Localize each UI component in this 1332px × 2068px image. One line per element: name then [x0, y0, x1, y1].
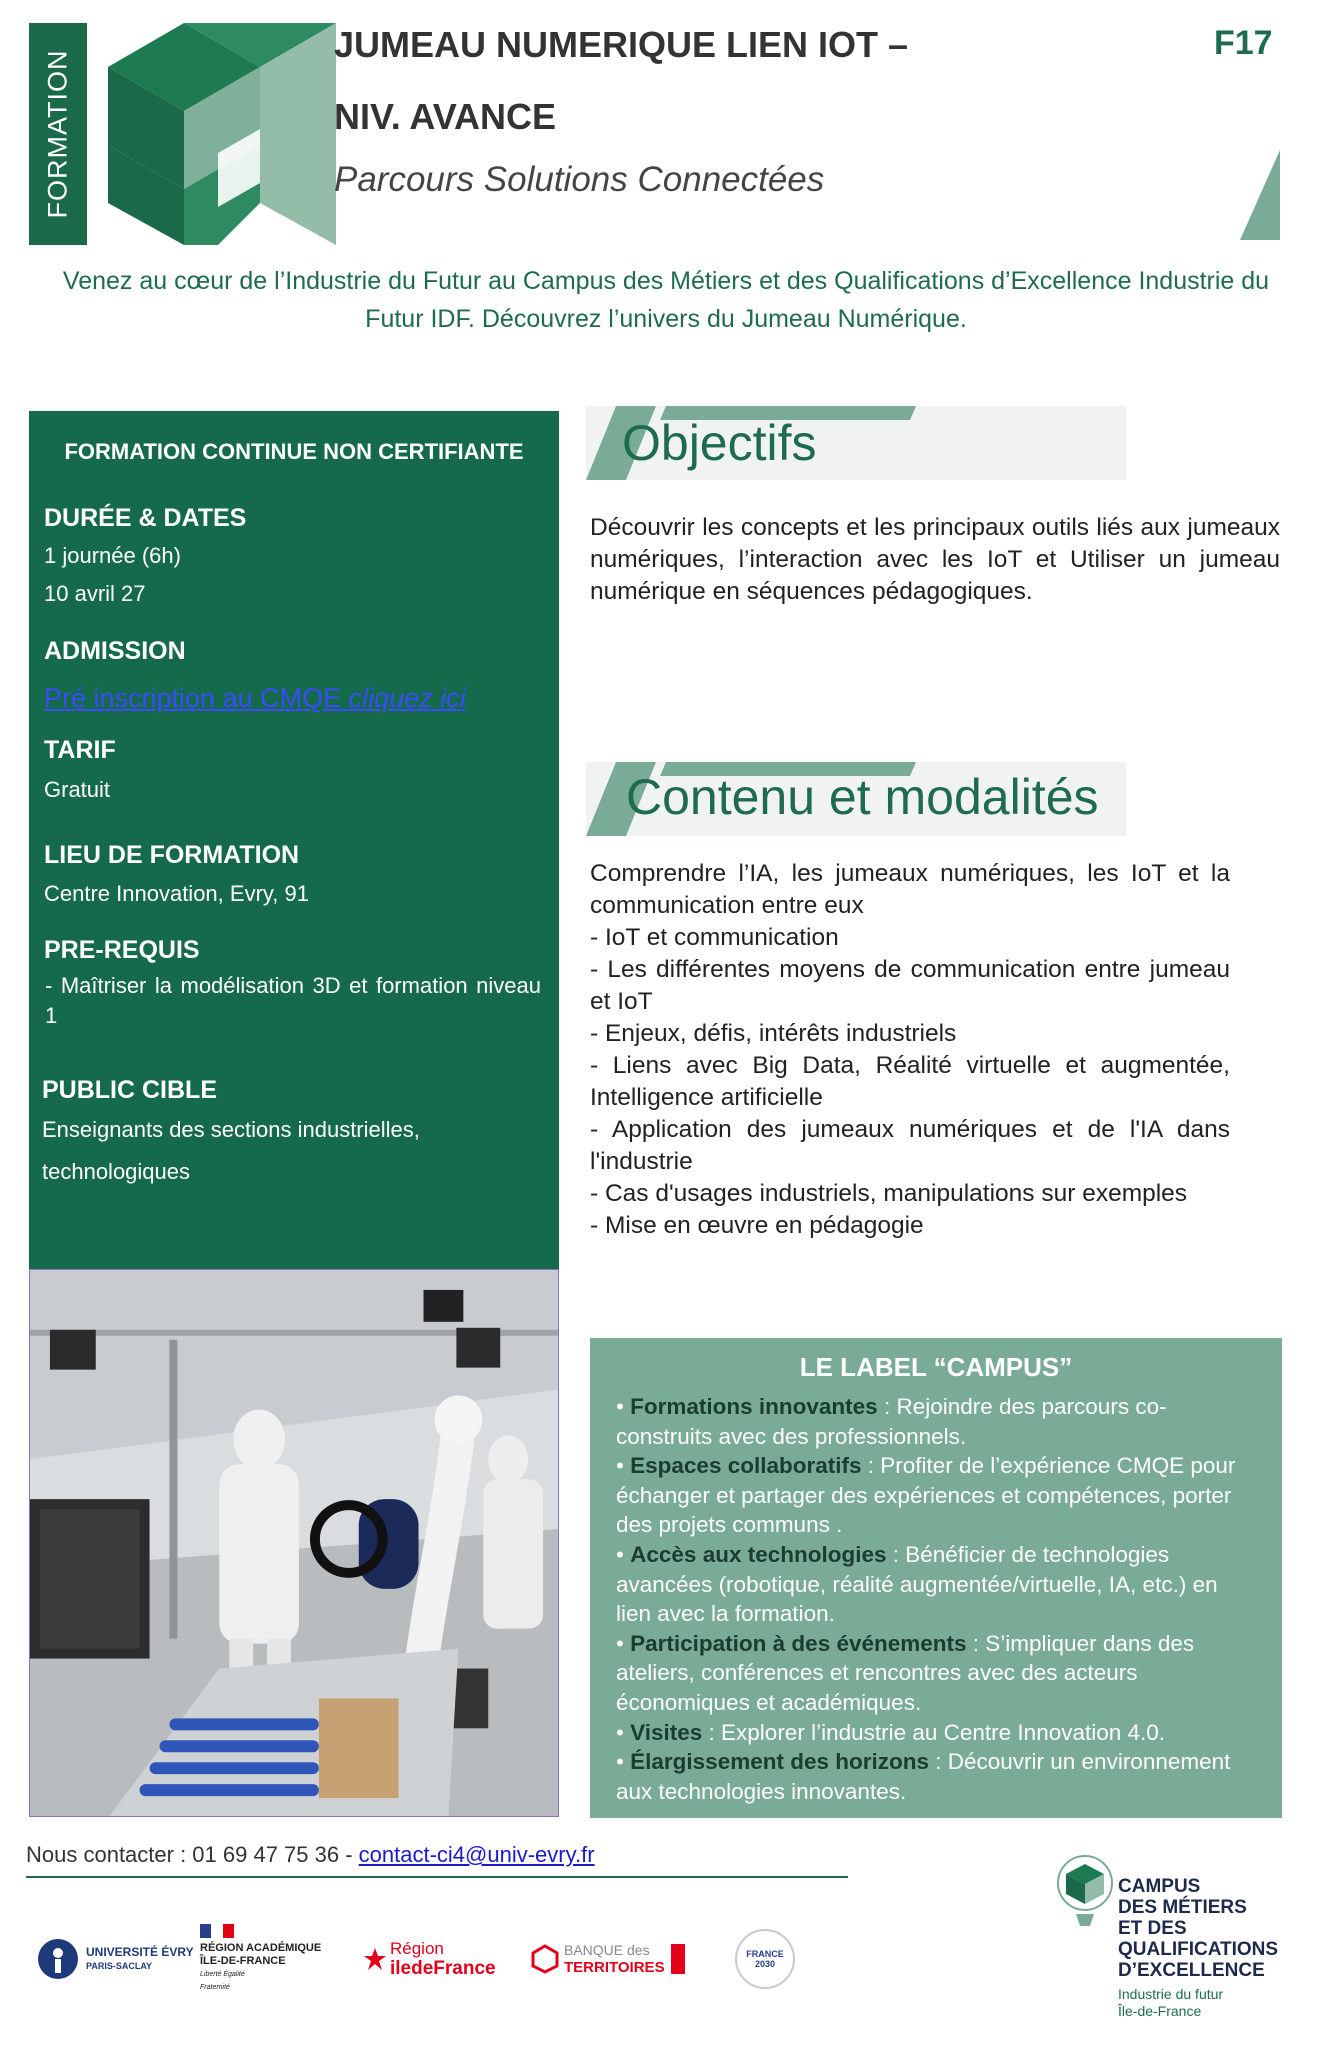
campus-subtitle — [1118, 1986, 1223, 2020]
partner-region-idf — [364, 1924, 496, 1994]
label-item: • Participation à des événements : S’impliquer dans des ateliers, conférences et rencontres avec des acteurs économiques et académiques. — [616, 1630, 1195, 1715]
lieu-heading: LIEU DE FORMATION — [44, 841, 300, 869]
contenu-item: - Application des jumeaux numériques et de l'IA dans l'industrie — [590, 1116, 1230, 1175]
campus-line: QUALIFICATIONS — [1118, 1939, 1279, 1960]
digital-twin-illustration — [29, 1269, 559, 1817]
campus-name — [1118, 1876, 1278, 1981]
label-item: • Visites : Explorer l’industrie au Centre Innovation 4.0. — [616, 1719, 1166, 1745]
partner-france-2030 — [735, 1924, 795, 1994]
tarif-heading: TARIF — [44, 736, 116, 764]
partner-univ-evry — [36, 1924, 194, 1994]
prereq-text: - Maîtriser la modélisation 3D et formation niveau 1 — [45, 973, 541, 1028]
public-text: Enseignants des sections industrielles, technologiques — [42, 1117, 420, 1184]
contact-email-link[interactable]: contact-ci4@univ-evry.fr — [358, 1842, 595, 1867]
contenu-item: Comprendre l’IA, les jumeaux numériques, les IoT et la communication entre eux — [590, 860, 1230, 919]
lieu-text: Centre Innovation, Evry, 91 — [44, 881, 309, 906]
contact-line — [26, 1842, 595, 1868]
academie-motto: Liberté Égalité Fraternité — [200, 1971, 245, 1991]
panel-heading: FORMATION CONTINUE NON CERTIFIANTE — [64, 439, 524, 464]
admission-link-wrap — [44, 683, 466, 714]
intro-text: Venez au cœur de l’Industrie du Futur au Campus des Métiers et des Qualifications d’Excellence Industrie du Futur IDF. Découvrez l’univers du Jumeau Numérique. — [62, 267, 1270, 333]
prereq-heading: PRE-REQUIS — [44, 936, 200, 964]
footer-divider — [26, 1876, 848, 1878]
campus-small-logo-icon — [1056, 1854, 1114, 1926]
region-label: Région — [390, 1939, 444, 1958]
title-line-2: NIV. AVANCE — [334, 96, 557, 137]
contenu-item: - Mise en œuvre en pédagogie — [590, 1212, 924, 1239]
campus-line: D’EXCELLENCE — [1118, 1960, 1265, 1981]
banque-line2: TERRITOIRES — [564, 1959, 665, 1976]
title-line-1: JUMEAU NUMERIQUE LIEN IOT – — [334, 24, 909, 65]
formation-band — [29, 23, 87, 245]
label-campus-box — [590, 1338, 1282, 1818]
french-flag-icon — [200, 1924, 234, 1938]
label-item: • Élargissement des horizons : Découvrir un environnement aux technologies innovantes. — [616, 1749, 1231, 1804]
partner-banque-territoires — [530, 1924, 685, 1994]
contact-phone: Nous contacter : 01 69 47 75 36 - — [26, 1842, 359, 1867]
info-panel — [29, 411, 559, 1269]
contenu-item: - Liens avec Big Data, Réalité virtuelle et augmentée, Intelligence artificielle — [590, 1052, 1230, 1111]
star-icon — [364, 1948, 386, 1970]
subtitle: Parcours Solutions Connectées — [334, 160, 825, 199]
contenu-item: - Cas d'usages industriels, manipulations sur exemples — [590, 1180, 1188, 1207]
label-title: LE LABEL “CAMPUS” — [799, 1352, 1073, 1382]
univ-evry-sub: PARIS-SACLAY — [86, 1961, 153, 1971]
formation-label: FORMATION — [42, 49, 73, 219]
label-list — [616, 1392, 1256, 1806]
banque-line1: BANQUE des — [564, 1942, 650, 1958]
contenu-item: - Les différentes moyens de communication entre jumeau et IoT — [590, 956, 1230, 1015]
campus-sub-line: Île-de-France — [1118, 2003, 1202, 2019]
france-2030-badge: FRANCE 2030 — [735, 1929, 795, 1989]
banque-red-bar — [671, 1944, 685, 1974]
campus-line: DES MÉTIERS — [1118, 1897, 1247, 1918]
objectifs-title: Objectifs — [622, 415, 817, 471]
contenu-list — [590, 858, 1230, 1242]
contenu-item: - IoT et communication — [590, 924, 839, 951]
objectifs-text: Découvrir les concepts et les principaux outils liés aux jumeaux numériques, l’interaction avec les IoT et Utiliser un jumeau numérique en séquences pédagogiques. — [590, 514, 1280, 605]
tarif-text: Gratuit — [44, 777, 111, 802]
campus-line: ET DES — [1118, 1918, 1187, 1939]
label-item: • Espaces collaboratifs : Profiter de l’expérience CMQE pour échanger et partager des expériences et compétences, porter des projets communs . — [616, 1453, 1236, 1538]
campus-line: CAMPUS — [1118, 1876, 1201, 1897]
admission-heading: ADMISSION — [44, 637, 186, 665]
label-item: • Formations innovantes : Rejoindre des parcours co-construits avec des professionnels. — [616, 1394, 1167, 1449]
contenu-title: Contenu et modalités — [626, 769, 1099, 825]
hexagon-icon — [530, 1944, 560, 1974]
partner-region-academique — [200, 1924, 321, 1994]
region-name: iledeFrance — [390, 1958, 496, 1979]
duration-text: 1 journée (6h) — [44, 543, 181, 568]
contenu-item: - Enjeux, défis, intérêts industriels — [590, 1020, 957, 1047]
univ-evry-icon — [36, 1937, 80, 1981]
univ-evry-name: UNIVERSITÉ ÉVRY — [86, 1945, 194, 1959]
corner-triangle-icon — [1240, 150, 1280, 240]
campus-logo-icon — [108, 23, 336, 245]
academie-name: RÉGION ACADÉMIQUE — [200, 1942, 322, 1954]
dates-text: 10 avril 27 — [44, 581, 146, 606]
admission-link[interactable]: Pré inscription au CMQE cliquez ici — [44, 683, 466, 713]
duration-heading: DURÉE & DATES — [44, 504, 247, 532]
public-heading: PUBLIC CIBLE — [42, 1076, 217, 1104]
course-code: F17 — [1214, 24, 1273, 62]
campus-sub-line: Industrie du futur — [1118, 1986, 1224, 2002]
label-item: • Accès aux technologies : Bénéficier de technologies avancées (robotique, réalité augmentée/virtuelle, IA, etc.) en lien avec la formation. — [616, 1541, 1218, 1627]
academie-region: ÎLE-DE-FRANCE — [200, 1955, 286, 1967]
